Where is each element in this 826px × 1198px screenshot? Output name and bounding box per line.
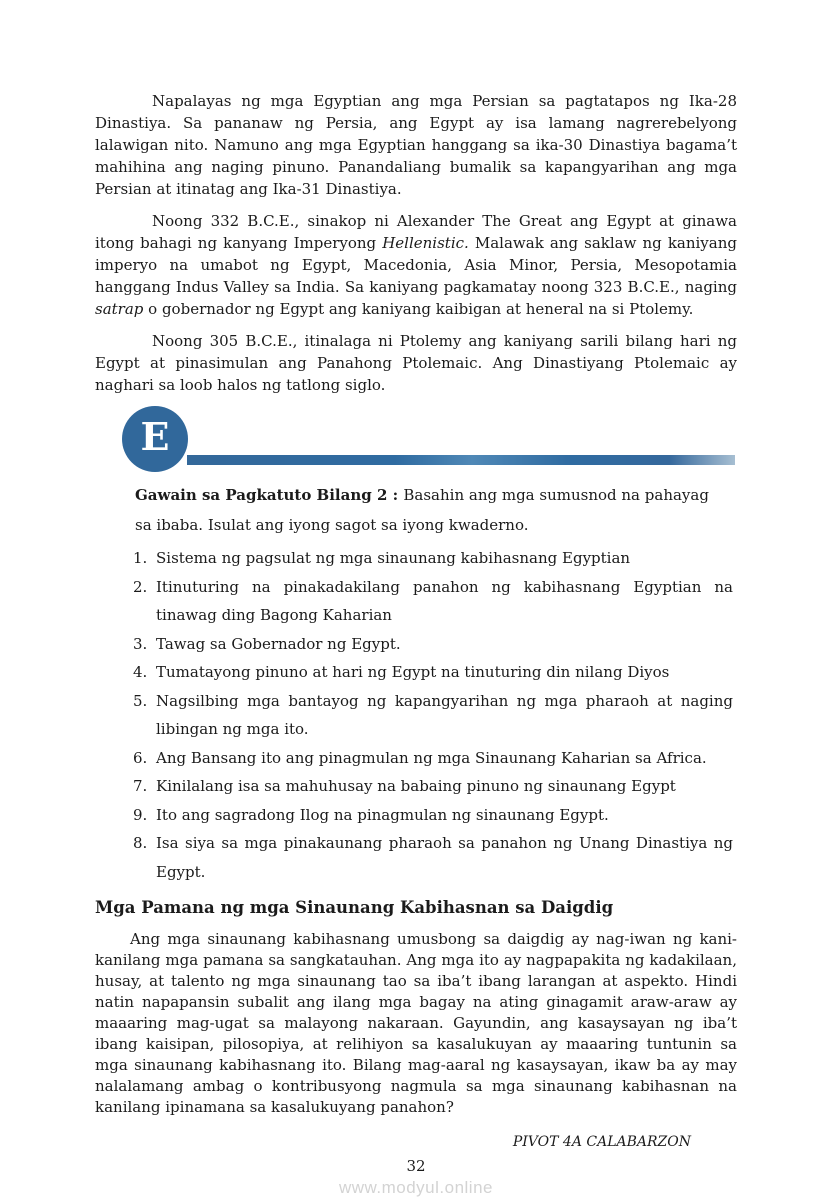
item-number: 1. [133, 549, 148, 567]
item-number: 6. [133, 748, 148, 767]
list-item [133, 772, 737, 801]
item-number: 9. [133, 805, 148, 824]
item-number: 7. [133, 777, 148, 795]
paragraph-egyptian-persian: Napalayas ng mga Egyptian ang mga Persian sa pagtatapos ng Ika-28 Dinastiya. Sa pananaw ng Persia, ang Egypt ay isa lamang nagrerebelyong lalawigan nito. Namuno ang mga Egyptian hanggang sa ika-30 Dinastiya bagama’t mahihina ang naging pinuno. Panandaliang bumalik sa kapangyarihan ang mga Persian at itinatag ang Ika-31 Dinastiya. [95, 92, 737, 198]
list-item [133, 544, 737, 573]
list-item [133, 829, 737, 886]
item-text: Kinilalang isa sa mahuhusay na babaing pinuno ng sinaunang Egypt [156, 777, 676, 795]
item-text: Tawag sa Gobernador ng Egypt. [156, 634, 401, 653]
watermark: www.modyul.online [338, 1178, 493, 1197]
item-number: 2. [133, 577, 148, 596]
paragraph-ptolemy: Noong 305 B.C.E., itinalaga ni Ptolemy ang kaniyang sarili bilang hari ng Egypt at pinasimulan ang Panahong Ptolemaic. Ang Dinastiyang Ptolemaic ay naghari sa loob halos ng tatlong siglo. [95, 332, 737, 394]
e-badge-icon [122, 406, 188, 472]
section-badge-row [95, 406, 737, 472]
item-number: 5. [133, 691, 148, 710]
list-item [133, 630, 737, 659]
page-number: 32 [406, 1157, 426, 1175]
closing-paragraph: Ang mga sinaunang kabihasnang umusbong sa daigdig ay nag-iwan ng kani- kanilang mga pamana sa sangkatauhan. Ang mga ito ay nagpapakita ng kadakilaan, husay, at talento ng mga sinaunang tao sa iba’t ibang larangan at aspekto. Hindi natin napapansin subalit ang ilang mga bagay na ating ginagamit araw-araw ay maaaring mag-ugat sa malayong nakaraan. Gayundin, ang kasaysayan ng iba’t ibang kaisipan, pilosopiya, at relihiyon sa kasalukuyan ay maaaring tuntunin sa mga sinaunang kabihasnang ito. Bilang mag-aaral ng kasaysayan, ikaw ba ay may nalalamang ambag o kontribusyong nagmula sa mga sinaunang kabihasnan na kanilang ipinamana sa kasalukuyang panahon? [95, 930, 737, 1116]
footer-source: PIVOT 4A CALABARZON [512, 1134, 691, 1150]
item-number: 3. [133, 634, 148, 653]
activity-instructions-text: Basahin ang mga sumusnod na pahayag sa ibaba. Isulat ang iyong sagot sa iyong kwaderno. [135, 486, 709, 534]
item-text: Nagsilbing mga bantayog ng kapangyarihan ng mga pharaoh at naging libingan ng mga ito. [156, 691, 733, 738]
item-text: Ang Bansang ito ang pinagmulan ng mga Sinaunang Kaharian sa Africa. [156, 748, 707, 767]
item-text: Itinuturing na pinakadakilang panahon ng kabihasnang Egyptian na tinawag ding Bagong Kaharian [156, 577, 733, 624]
list-item [133, 658, 737, 687]
list-item [133, 744, 737, 773]
activity-instructions [135, 480, 725, 540]
item-text: Tumatayong pinuno at hari ng Egypt na tinuturing din nilang Diyos [156, 663, 670, 681]
item-text: Sistema ng pagsulat ng mga sinaunang kabihasnang Egyptian [156, 549, 631, 567]
item-number: 8. [133, 834, 148, 852]
badge-letter: E [140, 414, 170, 459]
section-divider-bar [187, 455, 735, 465]
item-text: Ito ang sagradong Ilog na pinagmulan ng sinaunang Egypt. [156, 805, 609, 824]
item-number: 4. [133, 663, 148, 681]
list-item [133, 801, 737, 830]
question-list [133, 544, 737, 886]
list-item [133, 687, 737, 744]
item-text: Isa siya sa mga pinakaunang pharaoh sa panahon ng Unang Dinastiya ng Egypt. [156, 834, 733, 881]
paragraph-alexander: Noong 332 B.C.E., sinakop ni Alexander The Great ang Egypt at ginawa itong bahagi ng kanyang Imperyong Hellenistic. Malawak ang saklaw ng kaniyang imperyo na umabot ng Egypt, Macedonia, Asia Minor, Persia, Mesopotamia hanggang Indus Valley sa India. Sa kaniyang pagkamatay noong 323 B.C.E., naging satrap o gobernador ng Egypt ang kaniyang kaibigan at heneral na si Ptolemy. [95, 212, 737, 318]
activity-title: Gawain sa Pagkatuto Bilang 2 : [135, 486, 404, 504]
list-item [133, 573, 737, 630]
section-heading: Mga Pamana ng mga Sinaunang Kabihasnan sa Daigdig [95, 898, 614, 917]
